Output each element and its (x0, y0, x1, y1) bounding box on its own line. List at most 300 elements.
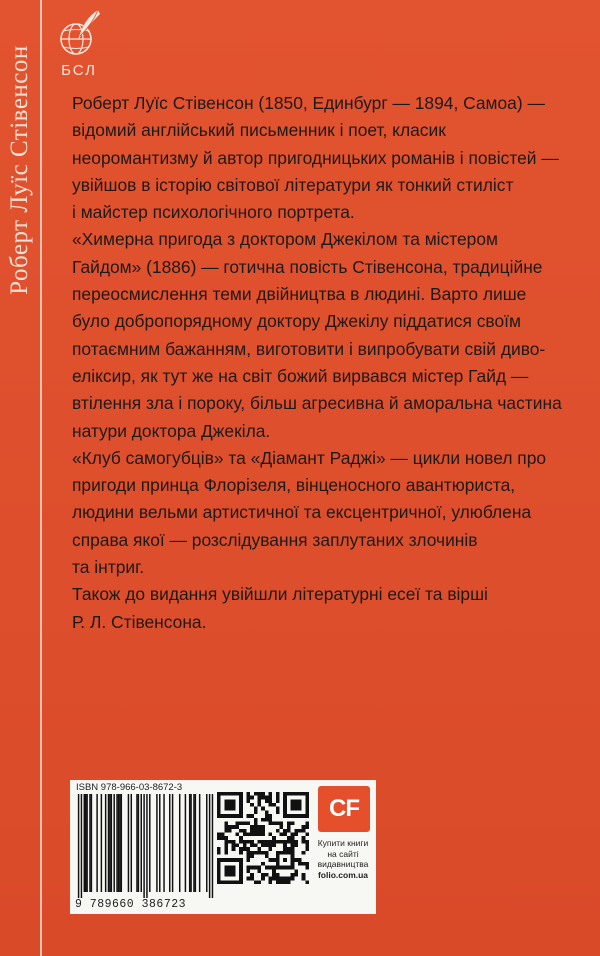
text-line: Р. Л. Стівенсона. (72, 611, 207, 632)
qr-module (250, 796, 254, 800)
text-line: людини вельми артистичної та ексцентричної, улюблена (72, 502, 532, 523)
qr-module (265, 873, 269, 877)
qr-module (294, 803, 298, 807)
qr-module (276, 866, 280, 870)
qr-module (239, 862, 243, 866)
qr-module (254, 844, 258, 848)
barcode-bar (209, 794, 210, 898)
qr-module (291, 836, 295, 840)
qr-module (239, 810, 243, 814)
qr-module (291, 821, 295, 825)
qr-module (272, 858, 276, 862)
qr-module (232, 840, 236, 844)
qr-module (254, 818, 258, 822)
folio-logo-text: CF (329, 795, 359, 822)
qr-module (269, 877, 273, 881)
qr-module (254, 821, 258, 825)
qr-module (283, 840, 287, 844)
qr-module (269, 866, 273, 870)
qr-module (298, 792, 302, 796)
barcode-bar (136, 794, 137, 892)
qr-module (228, 866, 232, 870)
barcode-bar (169, 794, 170, 892)
qr-module (269, 799, 273, 803)
qr-module (287, 866, 291, 870)
qr-module (224, 866, 228, 870)
barcode-bar (101, 794, 102, 892)
qr-module (280, 821, 284, 825)
qr-module (265, 840, 269, 844)
qr-module (298, 858, 302, 862)
qr-module (305, 792, 309, 796)
qr-module (302, 829, 306, 833)
qr-module (291, 877, 295, 881)
barcode-bar (113, 794, 114, 892)
qr-module (261, 818, 265, 822)
qr-module (305, 814, 309, 818)
qr-module (298, 862, 302, 866)
barcode-bar (138, 794, 139, 892)
qr-module (217, 810, 221, 814)
qr-module (276, 799, 280, 803)
qr-module (283, 792, 287, 796)
qr-module (291, 799, 295, 803)
text-line: було добропорядному доктору Джекілу піддатися своїм (72, 311, 521, 332)
qr-module (221, 858, 225, 862)
barcode-bar (163, 794, 164, 892)
qr-module (217, 832, 221, 836)
qr-module (217, 814, 221, 818)
qr-module (250, 814, 254, 818)
qr-module (246, 858, 250, 862)
qr-module (276, 880, 280, 884)
qr-module (283, 851, 287, 855)
qr-module (283, 880, 287, 884)
barcode-bar (190, 794, 191, 892)
barcode-bar (89, 794, 90, 892)
qr-module (228, 840, 232, 844)
qr-module (250, 851, 254, 855)
folio-caption (311, 838, 375, 880)
barcode-bar (172, 794, 173, 892)
qr-module (287, 792, 291, 796)
qr-module (246, 832, 250, 836)
qr-module (280, 851, 284, 855)
qr-module (228, 807, 232, 811)
qr-module (269, 821, 273, 825)
paragraph-jekyll-hyde (72, 226, 592, 444)
text-line: «Клуб самогубців» та «Діамант Раджі» — цикли новел про (72, 447, 547, 468)
qr-module (283, 877, 287, 881)
qr-module (239, 807, 243, 811)
qr-module (254, 825, 258, 829)
qr-module (283, 799, 287, 803)
qr-module (217, 803, 221, 807)
qr-module (261, 862, 265, 866)
qr-module (224, 829, 228, 833)
qr-module (302, 836, 306, 840)
qr-module (305, 847, 309, 851)
text-line: неоромантизму й автор пригодницьких романів і повістей — (72, 147, 559, 168)
qr-module (291, 873, 295, 877)
paragraph-author (72, 90, 592, 226)
qr-module (246, 855, 250, 859)
qr-module (287, 829, 291, 833)
qr-module (261, 829, 265, 833)
spine-title (3, 5, 37, 335)
qr-module (250, 829, 254, 833)
qr-module (232, 880, 236, 884)
qr-module (276, 858, 280, 862)
qr-module (217, 851, 221, 855)
text-line: відомий англійський письменник і поет, класик (72, 120, 446, 141)
qr-module (283, 796, 287, 800)
barcode-bar (149, 794, 150, 892)
qr-module (254, 807, 258, 811)
qr-module (291, 814, 295, 818)
qr-module (265, 796, 269, 800)
qr-module (246, 799, 250, 803)
text-line: потаємним бажанням, виготовити і випробувати свій диво- (72, 338, 546, 359)
barcode-bar (193, 794, 194, 892)
qr-module (257, 880, 261, 884)
qr-module (232, 792, 236, 796)
qr-module (246, 851, 250, 855)
qr-module (217, 862, 221, 866)
qr-module (224, 873, 228, 877)
text-line: натури доктора Джекіла. (72, 420, 271, 441)
qr-module (294, 873, 298, 877)
qr-module (298, 829, 302, 833)
qr-module (287, 880, 291, 884)
folio-caption-line: видавництва (317, 859, 369, 869)
qr-module (250, 803, 254, 807)
qr-module (250, 855, 254, 859)
qr-module (243, 840, 247, 844)
qr-module (294, 832, 298, 836)
barcode-bar (118, 794, 119, 892)
qr-module (235, 880, 239, 884)
qr-module (232, 814, 236, 818)
qr-module (265, 818, 269, 822)
qr-module (302, 840, 306, 844)
qr-module (257, 866, 261, 870)
qr-module (305, 821, 309, 825)
qr-module (269, 847, 273, 851)
qr-module (246, 821, 250, 825)
qr-module (239, 829, 243, 833)
qr-module (305, 807, 309, 811)
qr-module (235, 858, 239, 862)
qr-module (265, 844, 269, 848)
qr-module (239, 836, 243, 840)
text-line: увійшов в історію світової літератури як тонкий стиліст (72, 174, 514, 195)
qr-module (272, 877, 276, 881)
qr-module (276, 807, 280, 811)
qr-module (228, 873, 232, 877)
barcode-bar (85, 794, 86, 892)
qr-module (276, 851, 280, 855)
qr-module (265, 851, 269, 855)
qr-module (272, 803, 276, 807)
qr-module (305, 796, 309, 800)
qr-module (228, 825, 232, 829)
qr-module (276, 873, 280, 877)
qr-module (221, 880, 225, 884)
folio-logo (318, 786, 370, 832)
qr-module (291, 832, 295, 836)
qr-module (232, 858, 236, 862)
spine-divider (40, 0, 42, 956)
barcode-digits: 9 789660 386723 (75, 898, 187, 911)
barcode-bar (84, 794, 85, 892)
qr-module (291, 866, 295, 870)
qr-module (294, 844, 298, 848)
qr-module (280, 880, 284, 884)
qr-module (257, 792, 261, 796)
qr-module (217, 877, 221, 881)
qr-module (294, 858, 298, 862)
qr-module (235, 825, 239, 829)
qr-module (272, 873, 276, 877)
qr-module (239, 821, 243, 825)
text-line: «Химерна пригода з доктором Джекілом та містером (72, 229, 498, 250)
qr-module (291, 803, 295, 807)
barcode-bar (81, 794, 82, 898)
publisher-label: БСЛ (61, 62, 97, 79)
qr-module (232, 844, 236, 848)
qr-module (269, 818, 273, 822)
qr-module (254, 792, 258, 796)
qr-module (305, 799, 309, 803)
qr-module (298, 799, 302, 803)
qr-module (272, 821, 276, 825)
qr-module (221, 814, 225, 818)
barcode-bar (111, 794, 112, 892)
book-description (72, 90, 592, 636)
barcode-icon (75, 794, 216, 898)
qr-module (239, 792, 243, 796)
qr-module (272, 836, 276, 840)
text-line: втілення зла і пороку, більш агресивна й аморальна частина (72, 393, 562, 414)
folio-caption-line: Купити книги (317, 838, 369, 848)
qr-module (254, 829, 258, 833)
qr-module (261, 851, 265, 855)
qr-module (224, 836, 228, 840)
qr-module (287, 821, 291, 825)
qr-module (298, 807, 302, 811)
barcode-bar (179, 794, 180, 892)
qr-module (261, 792, 265, 796)
qr-module (239, 858, 243, 862)
qr-module (257, 796, 261, 800)
qr-module (239, 869, 243, 873)
qr-module (257, 803, 261, 807)
barcode-bar (119, 794, 120, 892)
qr-module (224, 799, 228, 803)
text-line: переосмислення теми двійництва в людині. Варто лише (72, 284, 527, 305)
qr-module (291, 840, 295, 844)
qr-module (257, 869, 261, 873)
qr-module (257, 851, 261, 855)
text-line: Також до видання увійшли літературні есеї та вірші (72, 584, 488, 605)
qr-module (269, 840, 273, 844)
qr-module (276, 792, 280, 796)
qr-module (294, 869, 298, 873)
qr-module (239, 877, 243, 881)
qr-module (272, 869, 276, 873)
qr-module (302, 825, 306, 829)
qr-module (265, 799, 269, 803)
barcode-bar (156, 794, 157, 892)
qr-module (261, 807, 265, 811)
qr-module (243, 832, 247, 836)
qr-module (302, 862, 306, 866)
qr-module (224, 825, 228, 829)
qr-module (232, 825, 236, 829)
qr-module (283, 810, 287, 814)
qr-module (261, 840, 265, 844)
qr-module (224, 840, 228, 844)
qr-module (246, 796, 250, 800)
qr-module (283, 829, 287, 833)
barcode-bar (146, 794, 147, 898)
folio-url[interactable]: folio.com.ua (317, 869, 369, 880)
qr-module (239, 880, 243, 884)
qr-module (298, 814, 302, 818)
qr-module (250, 825, 254, 829)
qr-module (269, 814, 273, 818)
qr-module (246, 792, 250, 796)
qr-module (239, 847, 243, 851)
qr-module (224, 792, 228, 796)
qr-module (239, 840, 243, 844)
barcode-bar (199, 794, 200, 892)
qr-module (228, 829, 232, 833)
qr-module (257, 829, 261, 833)
qr-module (261, 825, 265, 829)
qr-module (283, 832, 287, 836)
barcode-bar (185, 794, 186, 892)
qr-module (217, 873, 221, 877)
qr-module (291, 807, 295, 811)
qr-module (276, 810, 280, 814)
barcode-bar (131, 794, 132, 892)
qr-module (224, 844, 228, 848)
qr-module (224, 814, 228, 818)
qr-module (232, 866, 236, 870)
qr-module (265, 855, 269, 859)
barcode-bar (91, 794, 92, 892)
qr-module (283, 814, 287, 818)
qr-module (239, 873, 243, 877)
paragraph-essays (72, 581, 592, 636)
qr-module (217, 880, 221, 884)
qr-module (305, 825, 309, 829)
qr-module (305, 862, 309, 866)
qr-module (269, 858, 273, 862)
barcode-bar (206, 794, 207, 892)
text-line: Гайдом» (1886) — готична повість Стівенсона, традиційне (72, 256, 543, 277)
barcode-bar (159, 794, 160, 892)
qr-module (243, 829, 247, 833)
qr-module (257, 799, 261, 803)
qr-module (217, 796, 221, 800)
qr-module (287, 825, 291, 829)
qr-module (224, 880, 228, 884)
qr-module (243, 847, 247, 851)
qr-module (302, 877, 306, 881)
qr-module (224, 821, 228, 825)
qr-module (280, 877, 284, 881)
qr-module (228, 814, 232, 818)
barcode-bar (189, 794, 190, 892)
qr-module (228, 858, 232, 862)
qr-module (232, 803, 236, 807)
qr-module (217, 847, 221, 851)
barcode-label (70, 780, 376, 914)
qr-module (294, 840, 298, 844)
qr-module (269, 844, 273, 848)
qr-module (235, 844, 239, 848)
paragraph-suicide-club (72, 445, 592, 581)
qr-module (232, 869, 236, 873)
barcode-bar (78, 794, 79, 898)
qr-module (305, 840, 309, 844)
qr-module (235, 821, 239, 825)
qr-module (287, 836, 291, 840)
qr-module (298, 803, 302, 807)
qr-module (261, 873, 265, 877)
qr-module (254, 866, 258, 870)
qr-module (261, 877, 265, 881)
isbn-text: ISBN 978-966-03-8672-3 (76, 782, 183, 793)
qr-module (228, 792, 232, 796)
qr-module (224, 869, 228, 873)
qr-module (265, 814, 269, 818)
qr-module (246, 840, 250, 844)
barcode-bar (121, 794, 122, 892)
qr-module (287, 851, 291, 855)
qr-module (287, 814, 291, 818)
text-line: Роберт Луїс Стівенсон (1850, Единбург — 1894, Самоа) — (72, 93, 545, 113)
qr-module (250, 877, 254, 881)
barcode-bar (195, 794, 196, 892)
qr-module (294, 799, 298, 803)
qr-module (246, 869, 250, 873)
qr-module (305, 866, 309, 870)
qr-module (232, 873, 236, 877)
qr-module (291, 855, 295, 859)
qr-module (246, 814, 250, 818)
qr-module (294, 807, 298, 811)
qr-module (305, 832, 309, 836)
qr-module (276, 829, 280, 833)
qr-code-icon[interactable] (217, 792, 309, 884)
qr-module (302, 851, 306, 855)
qr-module (294, 814, 298, 818)
qr-module (269, 792, 273, 796)
qr-module (280, 866, 284, 870)
qr-module (269, 832, 273, 836)
qr-module (221, 792, 225, 796)
qr-module (269, 880, 273, 884)
qr-module (283, 844, 287, 848)
qr-module (239, 851, 243, 855)
qr-module (261, 832, 265, 836)
qr-module (291, 792, 295, 796)
qr-module (232, 847, 236, 851)
